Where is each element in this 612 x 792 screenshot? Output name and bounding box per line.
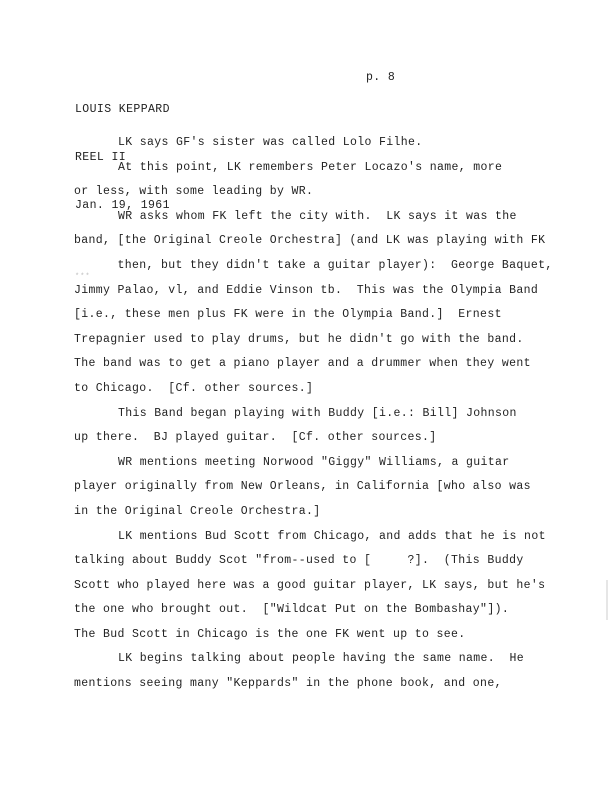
transcript-line: WR asks whom FK left the city with. LK says it was the [118, 209, 517, 223]
header-reel: REEL II [75, 151, 127, 164]
transcript-line: then, but they didn't take a guitar player): George Baquet, [74, 258, 553, 272]
transcript-line: to Chicago. [Cf. other sources.] [74, 381, 314, 395]
transcript-line: band, [the Original Creole Orchestra] (and LK was playing with FK [74, 234, 546, 248]
transcript-line: WR mentions meeting Norwood "Giggy" Williams, a guitar [118, 455, 510, 469]
transcript-line: LK says GF's sister was called Lolo Filhe. [118, 136, 423, 149]
header-name: LOUIS KEPPARD [75, 103, 170, 116]
margin-mark: *** [75, 273, 91, 281]
transcript-line: Jimmy Palao, vl, and Eddie Vinson tb. This was the Olympia Band [74, 283, 539, 297]
transcript-line: Scott who played here was a good guitar player, LK says, but he's [74, 578, 546, 592]
transcript-line: player originally from New Orleans, in California [who also was [74, 480, 531, 494]
transcript-line: in the Original Creole Orchestra.] [74, 504, 321, 518]
transcript-line: up there. BJ played guitar. [Cf. other sources.] [74, 431, 437, 445]
transcript-line: mentions seeing many "Keppards" in the phone book, and one, [74, 677, 502, 691]
page-number: p. 8 [366, 71, 396, 84]
transcript-line: or less, with some leading by WR. [74, 185, 314, 199]
header-date: Jan. 19, 1961 [75, 199, 170, 212]
transcript-line: talking about Buddy Scot "from--used to [ ?]. (This Buddy [74, 554, 524, 568]
transcript-line: The Bud Scott in Chicago is the one FK went up to see. [74, 627, 466, 641]
transcript-line: [i.e., these men plus FK were in the Olympia Band.] Ernest [74, 308, 502, 322]
transcript-body [74, 131, 554, 697]
transcript-line: At this point, LK remembers Peter Locazo's name, more [118, 160, 503, 174]
transcript-line: Trepagnier used to play drums, but he didn't go with the band. [74, 332, 524, 346]
transcript-line: LK mentions Bud Scott from Chicago, and adds that he is not [118, 529, 546, 543]
transcript-line: the one who brought out. ["Wildcat Put on the Bombashay"]). [74, 603, 510, 617]
transcript-line: The band was to get a piano player and a drummer when they went [74, 357, 531, 371]
transcript-line: This Band began playing with Buddy [i.e.: Bill] Johnson [118, 406, 517, 420]
transcript-line: LK begins talking about people having the same name. He [118, 652, 525, 666]
scan-edge-mark [606, 580, 608, 620]
